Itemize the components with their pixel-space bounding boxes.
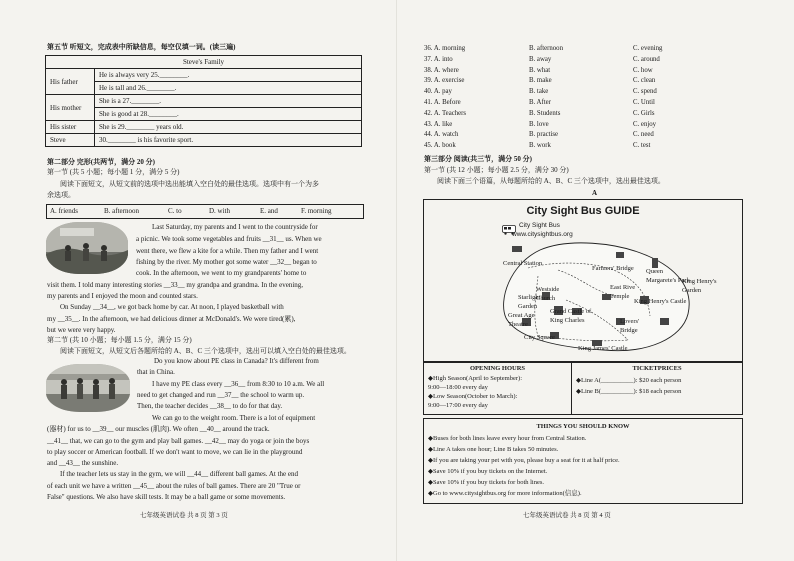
page-footer: 七年级英语试卷 共 8 页 第 4 页 [523,512,611,519]
option-b: B. afternoon [104,207,139,215]
option-c: C. to [168,207,182,215]
sec1-title: 第一节 (共 5 小题；每小题 1 分，满分 5 分) [47,168,180,176]
map-east-rive-temple: East Rive Temple [610,284,636,300]
part3-title: 第三部分 阅读(共三节，满分 50 分) [424,155,532,163]
option-a: A. friends [50,207,78,215]
bus-url: www.citysightbus.org [512,231,573,238]
option-d: D. with [209,207,230,215]
sec1-instruction: 阅读下面短文，从短文前的选项中选出能填入空白处的最佳选项。选项中有一个为多 [60,180,319,188]
part3-instruction: 阅读下面三个语篇，从每题所给的 A、B、C 三个选项中，选出最佳选项。 [437,177,665,185]
table-row: She is good at 28.________. [46,108,362,121]
sec1-instruction-cont: 余选项。 [47,191,75,199]
table-row: His sister She is 29.________ years old. [46,121,362,134]
map-king-henrys-castle: King Henry's Castle [634,298,687,305]
map-city-square: City Square [524,334,555,341]
table-row: His father He is always very 25.________. [46,69,362,82]
pe-class-photo [46,364,130,412]
map-westside-church: Westside Church [536,286,560,302]
mc-column-b: B. afternoon B. away B. what B. make B. take B. After B. Students B. love B. practise B. work [529,45,563,150]
map-starlight-garden: Starlight Garden [518,294,541,310]
sec2-instruction: 阅读下面短文，从短文后各题所给的 A、B、C 三个选项中，选出可以填入空白处的最佳选项。 [60,347,351,355]
option-f: F. morning [301,207,332,215]
page-footer: 七年级英语试卷 共 8 页 第 3 页 [140,512,228,519]
ticket-line-a: ◆Line A(__________): $20 each person [576,377,682,384]
map-central-station: Central Station [503,260,543,267]
opening-hours-title: OPENING HOURS [469,365,526,372]
map-grand-castle: Grand Castle of King Charles [550,308,592,324]
map-farmers-bridge: Farmers' Bridge [592,265,634,272]
section-letter: A [592,189,598,197]
steves-family-table [45,55,362,147]
exam-page-4 [397,0,794,561]
ticket-line-b: ◆Line B(__________): $18 each person [576,388,682,395]
map-great-age-theatre: Great Age Theatre [508,312,535,328]
hours-prices-box: OPENING HOURS ◆High Season(April to September): 9:00—18:00 every day ◆Low Season(October to March): 9:00—17:00 every day TICKETPRICES ◆Line A(__________): $20 each person ◆Line B(__________): $18 each person [423,361,743,415]
exam-page-3: 第五节 听短文，完成表中所缺信息，每空仅填一词。(读三遍) Steve's Family His father He is always very 25.________. He is tall and 26.________. His mother She is a 27.________. She is good at 28.________. His sister She is 29.________ years old. Steve 30.________ is his favorite sport. 第二部分 完形(共两节，满分 20 分) 第一节 (共 5 小题；每小题 1 分，满分 5 分) 阅读下面短文，从短文前的选项中选出能填入空白处的最佳选项。选项中有一个为多 余选项。 A. friends B. afternoon C. to D. with E. and F. morning Last Saturday, my parents and I went to the countryside for a picnic. We took some vegetables and fruits __31__ us. When we went there, we flew a kite for a while. Then my father and I went fishing by the river. My mother got some water __32__ began to cook. In the afternoon, we went to my grandparents' home to visit them. I told many interesting stories __33__ my grandpa and grandma. In the evening, my parents and I enjoyed the moon and counted stars. On Sunday __34__, we got back home by car. At noon, I played basketball with my __35__. In the afternoon, we had delicious dinner at McDonald's. We were tired(累), but we were very happy. 第二节 (共 10 小题；每小题 1.5 分，满分 15 分) 阅读下面短文，从短文后各题所给的 A、B、C 三个选项中，选出可以填入空白处的最佳选项。 Do you know about PE class in Canada? It's different from that in China. I have my PE class every __36__ from 8:30 to 10 a.m. We all need to get changed and run __37__ the school to warm up. Then, the teacher decides __38__ to do for that day. We can go to the weight room. There is a lot of equipment (器材) for us to __39__ our muscles (肌肉). We often __40__ around the track. __41__ that, we can go to the gym and play ball games. __42__ may do yoga or join the boys to play soccer or American football. If we don't want to move, we can lie in the playground and __43__ the sunshine. If the teacher lets us stay in the gym, we will __44__ different ball games. At the end of each unit we have a written __45__ about the rules of ball games. There are 20 "True or False" questions. We also have skill tests. It may be a ball game or some movements. 七年级英语试卷 共 8 页 第 3 页 [0,0,397,561]
sec2-title: 第二节 (共 10 小题；每小题 1.5 分，满分 15 分) [47,336,192,344]
part2-title: 第二部分 完形(共两节，满分 20 分) [47,158,155,166]
ticket-prices-title: TICKETPRICES [632,365,682,372]
section5-title: 第五节 听短文，完成表中所缺信息，每空仅填一词。(读三遍) [47,43,236,51]
mc-column-c: C. evening C. around C. how C. clean C. spend C. Until C. Girls C. enjoy C. need C. test [633,45,663,150]
table-row: His mother She is a 27.________. [46,95,362,108]
table-row: Steve 30.________ is his favorite sport. [46,134,362,147]
bus-name: City Sight Bus [519,222,560,229]
table-caption: Steve's Family [46,56,362,69]
things-title: THINGS YOU SHOULD KNOW [536,423,630,430]
word-options-box [46,204,364,219]
city-guide-box [423,199,743,363]
part3-sec1-title: 第一节 (共 12 小题；每小题 2.5 分，满分 30 分) [424,166,569,174]
map-king-james-castle: King James' Castle [578,345,628,352]
option-e: E. and [260,207,278,215]
picnic-photo [46,222,128,274]
table-row: He is tall and 26.________. [46,82,362,95]
map-king-henrys-garden: King Henry's Garden [682,278,717,294]
guide-title: City Sight Bus GUIDE [526,205,640,217]
mc-column-a: 36. A. morning 37. A. into 38. A. where 39. A. exercise 40. A. pay 41. A. Before 42. A. Teachers 43. A. like 44. A. watch 45. A. book [424,45,467,150]
map-lovers-bridge: Lovers' Bridge [620,318,640,334]
things-to-know-box: THINGS YOU SHOULD KNOW ◆Buses for both lines leave every hour from Central Station. ◆Line A takes one hour; Line B takes 50 minutes. ◆If you are taking your pet with you, please buy a seat for it at half price. ◆Save 10% if you buy tickets on the Internet. ◆Save 10% if you buy tickets for both lines. ◆Go to www.citysightbus.org for more information(信息). [423,418,743,504]
map-queen-park: Queen Margarete's Park [646,268,690,284]
